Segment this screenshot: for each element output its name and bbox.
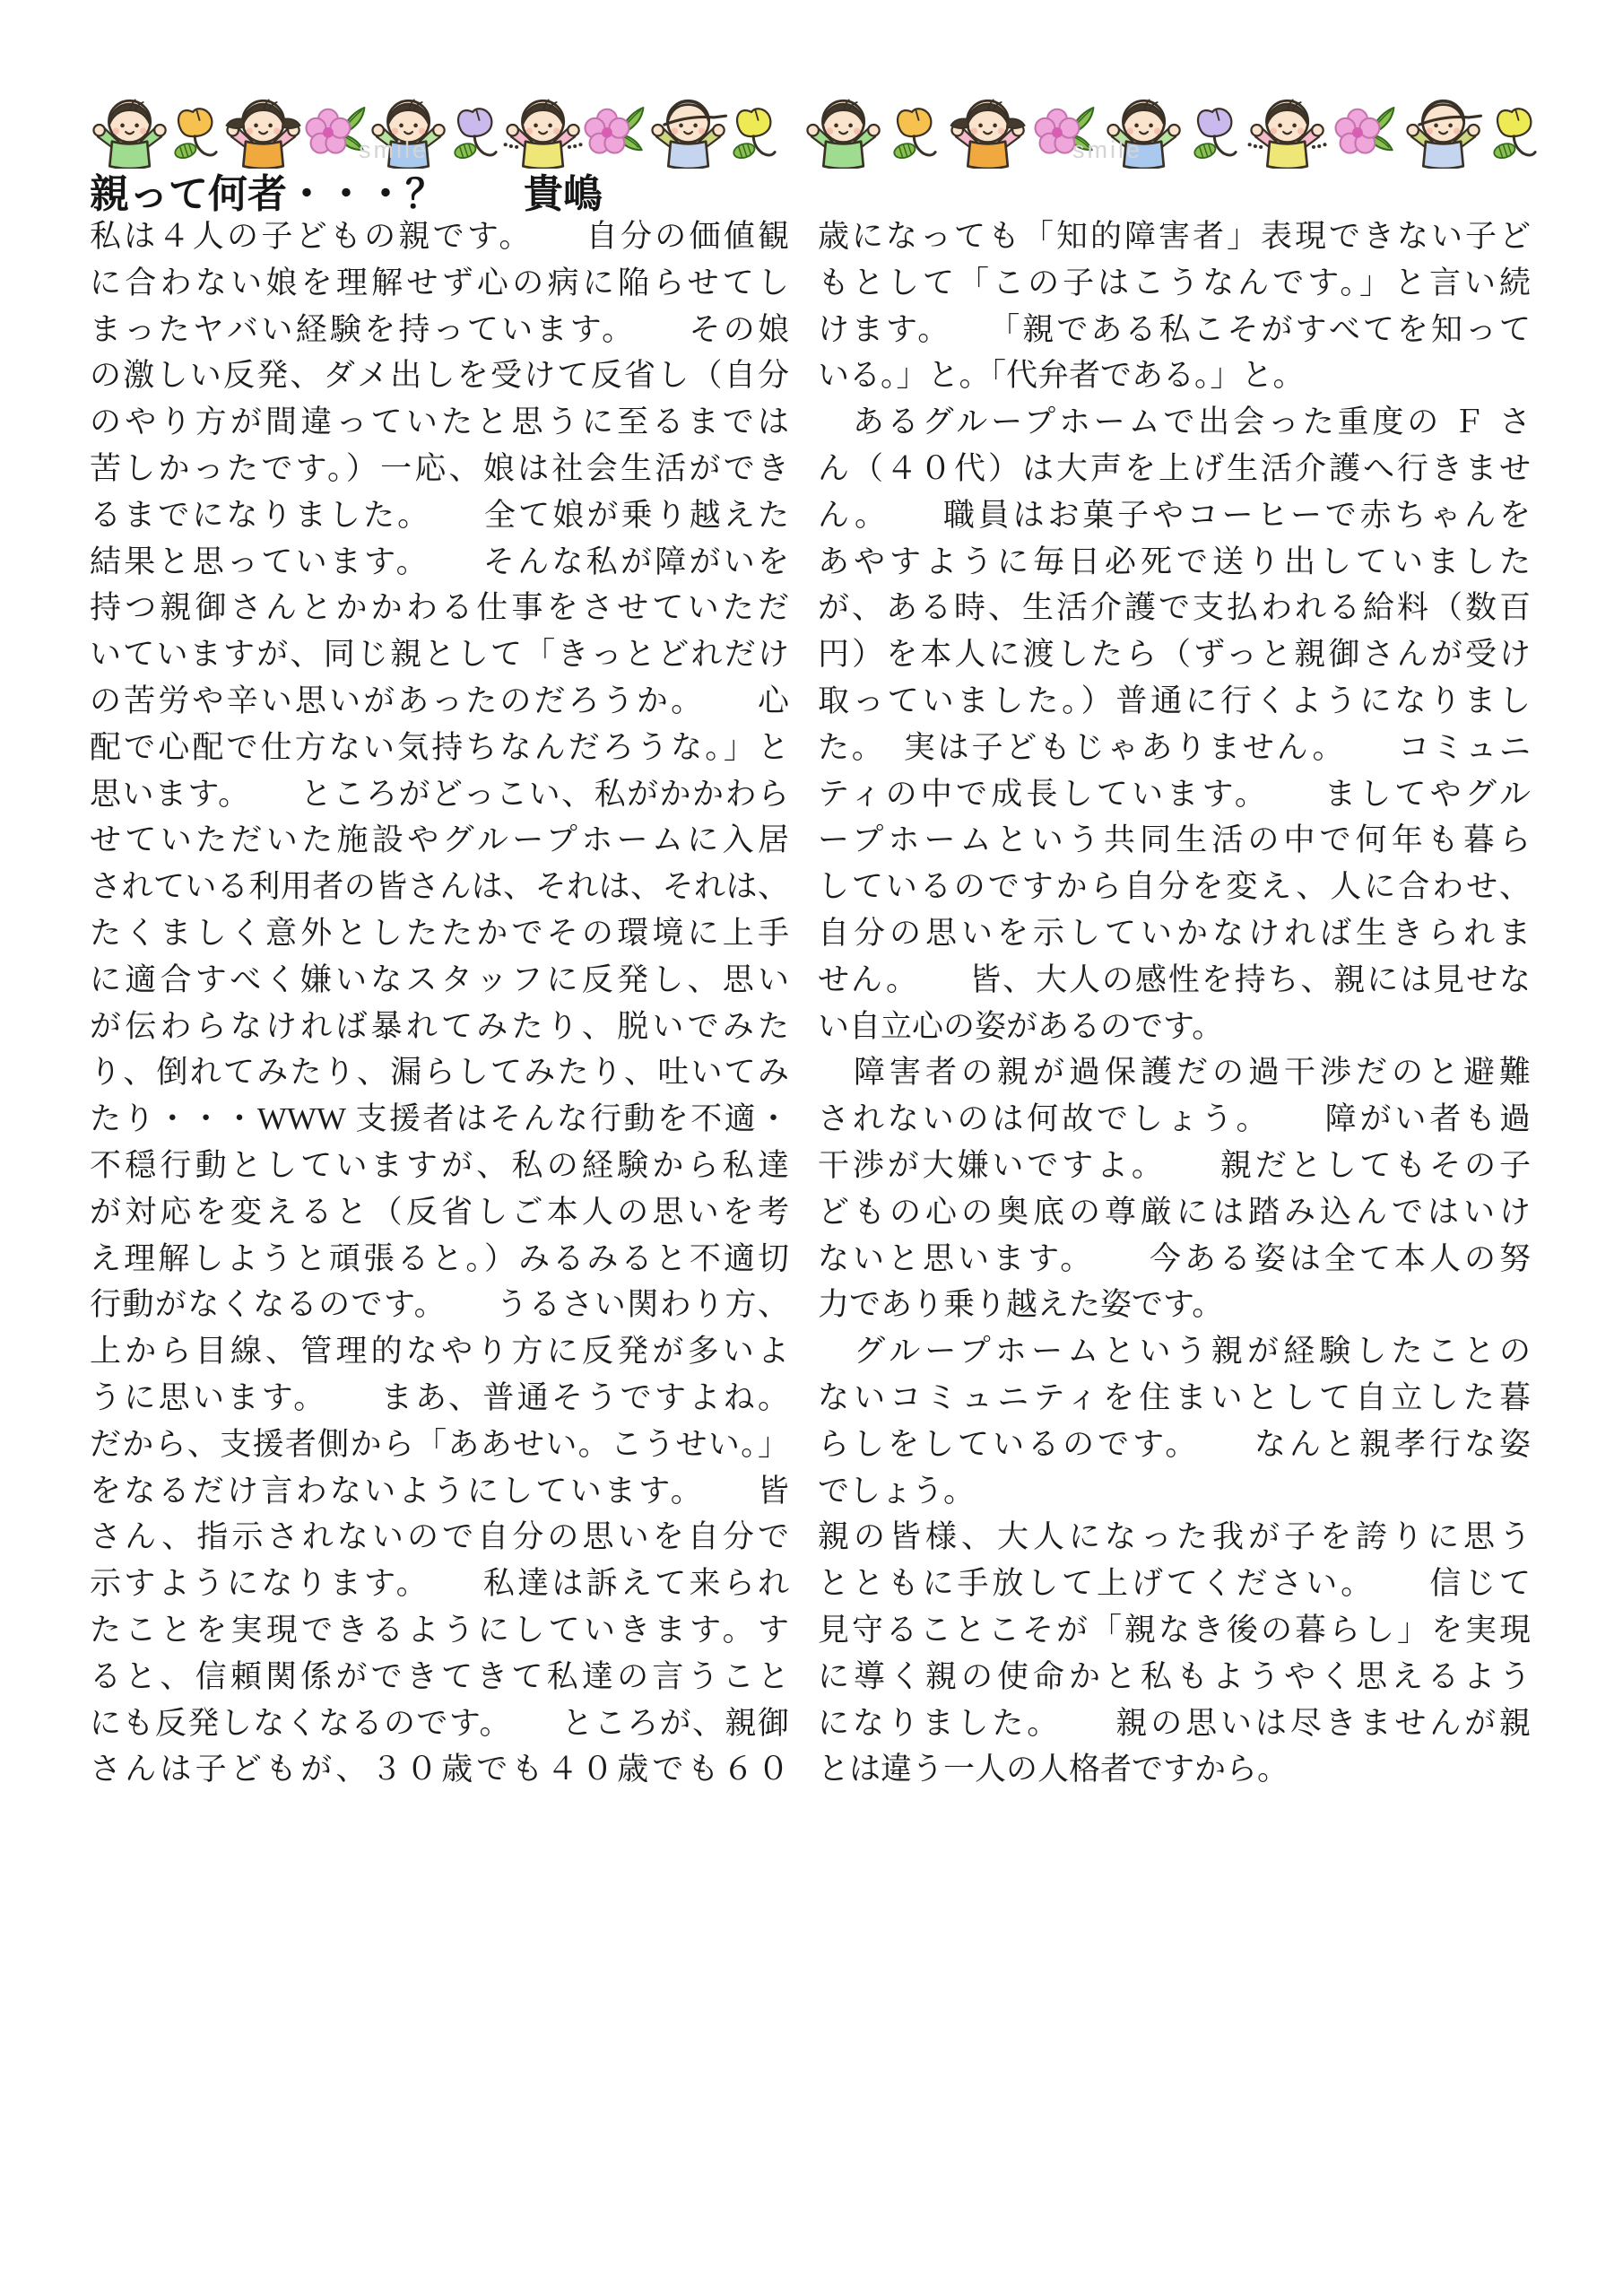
text-line: されないのは何故でしょう。 障がい者も過 xyxy=(818,1101,1531,1137)
text-line: 障害者の親が過保護だの過干渉だのと避難 xyxy=(818,1055,1531,1091)
text-line: た。 実は子どもじゃありません。 コミュニ xyxy=(818,729,1531,765)
text-line: たことを実現できるようにしていきます。す xyxy=(90,1612,789,1648)
text-line: グループホームという親が経験したことの xyxy=(818,1334,1531,1370)
text-line: らしをしているのです。 なんと親孝行な姿 xyxy=(818,1426,1531,1462)
text-line: にも反発しなくなるのです。 ところが、親御 xyxy=(90,1705,789,1741)
text-line: あやすように毎日必死で送り出していました xyxy=(818,544,1531,579)
text-line: い自立心の姿があるのです。 xyxy=(818,1008,1224,1044)
text-line: 歳になっても「知的障害者」表現できない子ど xyxy=(818,219,1531,254)
text-line: 自分の思いを示していかなければ生きられま xyxy=(818,915,1531,951)
flower-pink-icon xyxy=(583,103,647,161)
clipart-group xyxy=(90,84,782,169)
text-line: 思います。 ところがどっこい、私がかかわら xyxy=(90,776,789,812)
clipart-watermark: smile xyxy=(359,136,430,163)
text-line: いる。」と。「代弁者である。」と。 xyxy=(818,358,1305,394)
text-line: せていただいた施設やグループホームに入居 xyxy=(90,822,789,858)
text-line: 配で心配で仕方ない気持ちなんだろうな。」と xyxy=(90,729,789,765)
text-line: うに思います。 まあ、普通そうですよね。 xyxy=(90,1379,789,1415)
child-boy-cap-icon xyxy=(1403,95,1483,169)
text-line: になりました。 親の思いは尽きませんが親 xyxy=(818,1705,1531,1741)
text-line: とは違う一人の人格者ですから。 xyxy=(818,1752,1289,1787)
text-line: 親の皆様、大人になった我が子を誇りに思う xyxy=(818,1519,1531,1555)
text-line: が伝わらなければ暴れてみたり、脱いでみた xyxy=(90,1008,789,1044)
text-column-right xyxy=(818,213,1531,1793)
clipart-group xyxy=(803,84,1542,169)
text-line: 持つ親御さんとかかわる仕事をさせていただ xyxy=(90,590,789,626)
text-line: が、ある時、生活介護で支払われる給料（数百 xyxy=(818,590,1531,626)
text-line: るまでになりました。 全て娘が乗り越えた xyxy=(90,497,789,533)
text-line: まったヤバい経験を持っています。 その娘 xyxy=(90,311,789,347)
text-line: 行動がなくなるのです。 うるさい関わり方、 xyxy=(90,1287,789,1323)
clipart-watermark: smile xyxy=(1072,136,1143,163)
text-line: が対応を変えると（反省しご本人の思いを考 xyxy=(90,1194,789,1230)
flower-pink-icon xyxy=(1333,103,1398,161)
text-line: 示すようになります。 私達は訴えて来られ xyxy=(90,1566,789,1602)
text-line: ティの中で成長しています。 ましてやグル xyxy=(818,776,1531,812)
text-line: とともに手放して上げてください。 信じて xyxy=(818,1566,1531,1602)
text-line: されている利用者の皆さんは、それは、それは、 xyxy=(90,869,789,905)
text-line: ないコミュニティを住まいとして自立した暮 xyxy=(818,1379,1531,1415)
text-line: せん。 皆、大人の感性を持ち、親には見せな xyxy=(818,961,1531,997)
text-line: あるグループホームで出会った重度の Ｆ さ xyxy=(818,404,1531,440)
text-line: 結果と思っています。 そんな私が障がいを xyxy=(90,544,789,579)
text-line: さんは子どもが、３０歳でも４０歳でも６０ xyxy=(90,1752,789,1787)
text-line: もとして「この子はこうなんです。」と言い続 xyxy=(818,265,1531,300)
text-line: だから、支援者側から「ああせい。こうせい。」 xyxy=(90,1426,789,1462)
child-girl-yellow-icon xyxy=(1247,95,1327,169)
child-girl-orange-icon xyxy=(223,95,303,169)
text-line: の激しい反発、ダメ出しを受けて反省し（自分 xyxy=(90,358,789,394)
tulip-orange-icon xyxy=(169,104,223,167)
text-line: どもの心の奥底の尊厳には踏み込んではいけ xyxy=(818,1194,1531,1230)
text-line: に導く親の使命かと私もようやく思えるよう xyxy=(818,1658,1531,1694)
text-line: ープホームという共同生活の中で何年も暮ら xyxy=(818,822,1531,858)
text-line: 不穏行動としていますが、私の経験から私達 xyxy=(90,1147,789,1183)
text-line: けます。 「親である私こそがすべてを知って xyxy=(818,311,1531,347)
text-line: ないと思います。 今ある姿は全て本人の努 xyxy=(818,1240,1531,1276)
text-line: のやり方が間違っていたと思うに至るまでは xyxy=(90,404,789,440)
text-line: 円）を本人に渡したら（ずっと親御さんが受け xyxy=(818,637,1531,673)
text-line: り、倒れてみたり、漏らしてみたり、吐いてみ xyxy=(90,1055,789,1091)
tulip-yellow-icon xyxy=(1488,104,1542,167)
text-line: 苦しかったです。）一応、娘は社会生活ができ xyxy=(90,450,789,486)
text-line: の苦労や辛い思いがあったのだろうか。 心 xyxy=(90,683,789,718)
tulip-purple-icon xyxy=(449,104,503,167)
child-boy-green-icon xyxy=(803,95,883,169)
text-line: 取っていました。）普通に行くようになりまし xyxy=(818,683,1531,718)
decorative-border xyxy=(90,84,1542,169)
text-line: しているのですから自分を変え、人に合わせ、 xyxy=(818,869,1531,905)
text-column-left xyxy=(90,213,789,1793)
tulip-orange-icon xyxy=(889,104,942,167)
text-line: 私は４人の子どもの親です。 自分の価値観 xyxy=(90,219,789,254)
tulip-yellow-icon xyxy=(728,104,782,167)
text-line: ん。 職員はお菓子やコーヒーで赤ちゃんを xyxy=(818,497,1531,533)
text-line: 見守ることこそが「親なき後の暮らし」を実現 xyxy=(818,1612,1531,1648)
text-line: ん（４０代）は大声を上げ生活介護へ行きませ xyxy=(818,450,1531,486)
text-line: たくましく意外としたたかでその環境に上手 xyxy=(90,915,789,951)
text-line: に合わない娘を理解せず心の病に陥らせてし xyxy=(90,265,789,300)
text-line: いていますが、同じ親として「きっとどれだけ xyxy=(90,637,789,673)
child-girl-yellow-icon xyxy=(503,95,583,169)
child-boy-green-icon xyxy=(90,95,169,169)
text-line: 力であり乗り越えた姿です。 xyxy=(818,1287,1224,1323)
text-line: でしょう。 xyxy=(818,1473,976,1509)
text-line: ると、信頼関係ができてきて私達の言うこと xyxy=(90,1658,789,1694)
text-line: さん、指示されないので自分の思いを自分で xyxy=(90,1519,789,1555)
text-line: 上から目線、管理的なやり方に反発が多いよ xyxy=(90,1334,789,1370)
text-line: に適合すべく嫌いなスタッフに反発し、思い xyxy=(90,961,789,997)
tulip-purple-icon xyxy=(1189,104,1243,167)
text-line: たり・・・WWW 支援者はそんな行動を不適・ xyxy=(90,1101,789,1137)
text-line: をなるだけ言わないようにしています。 皆 xyxy=(90,1473,789,1509)
child-boy-cap-icon xyxy=(648,95,728,169)
article-title: 親って何者・・・？ 貴嶋 xyxy=(90,172,603,216)
child-girl-orange-icon xyxy=(948,95,1028,169)
text-line: え理解しようと頑張ると。）みるみると不適切 xyxy=(90,1240,789,1276)
text-line: 干渉が大嫌いですよ。 親だとしてもその子 xyxy=(818,1147,1531,1183)
